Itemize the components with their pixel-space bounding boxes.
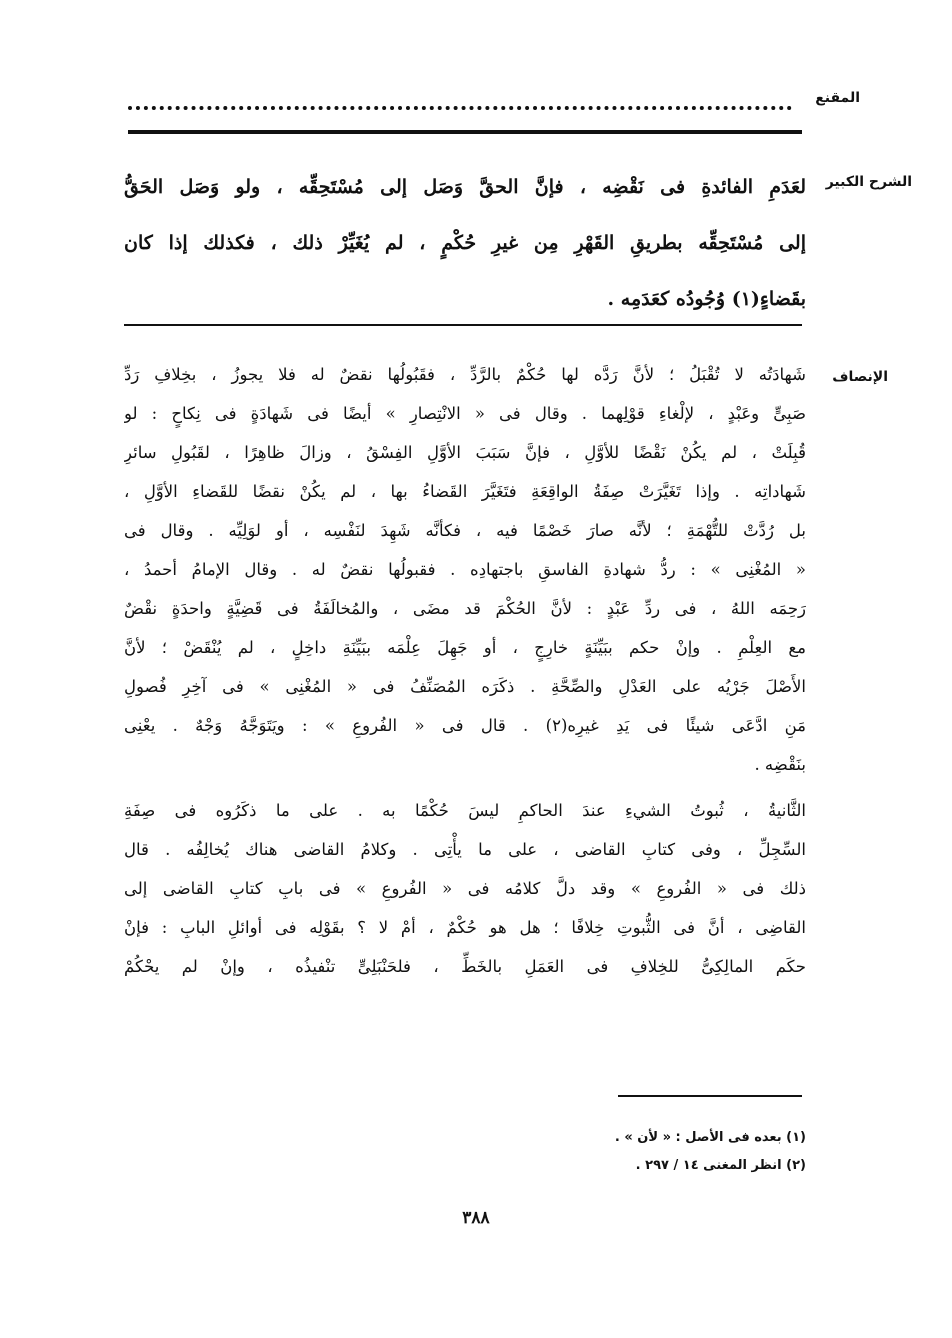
side-label-insaf: الإنصاف — [832, 369, 888, 385]
insaf-line: حكَم المالِكِىُّ للخِلافِ فى العَمَلِ بالخَطِّ ، فلحَنْبَلِىٍّ تنْفيذُه ، وإنْ لم يحْكُمْ — [124, 957, 806, 976]
page-number: ٣٨٨ — [462, 1208, 490, 1228]
insaf-line: رَحِمَه اللهُ ، فى ردِّ عَبْدٍ : لأنَّ الحُكْمَ قد مضَى ، والمُخالَفَةُ فى قَضِيَّةٍ واحدَةٍ نقْضٌ — [124, 599, 806, 618]
insaf-line: ذلك فى « الفُروعِ » وقد دلَّ كلامُه فى « الفُروعِ » فى بابِ كتابِ القاضى إلى — [124, 879, 806, 898]
insaf-line: القاضِى ، أنَّ فى الثُّبوتِ خِلافًا ؛ هل هو حُكْمٌ ، أمْ لا ؟ بقَوْلِه فى أوائلِ البابِ : فإنْ — [124, 918, 806, 937]
insaf-line: الثَّانيةُ ، ثُبوتُ الشيءِ عندَ الحاكمِ ليسَ حُكْمًا به . على ما ذكَرُوه فى صِفَةِ — [124, 801, 806, 820]
sharh-text-block — [124, 159, 806, 327]
header-rule — [128, 130, 802, 134]
insaf-paragraph-1 — [124, 355, 806, 784]
insaf-paragraph-2 — [124, 791, 806, 986]
footnote-rule — [618, 1095, 802, 1097]
section-divider — [124, 324, 802, 326]
insaf-line: مَنِ ادَّعَى شيئًا فى يَدِ غيرِه(٢) . قال فى « الفُروعِ » : ويَتَوَجَّهُ وَجْهٌ . يعْنِى — [124, 716, 806, 735]
insaf-line: قُبِلَتْ ، لم يكُنْ نَقْضًا للأوَّلِ ، فإنَّ سَبَبَ الأوَّلِ الفِسْقُ ، وزالَ ظاهِرًا ، لقَبُولِ سائرِ — [124, 443, 806, 462]
footnotes — [500, 1124, 806, 1180]
side-label-sharh: الشرح الكبير — [825, 174, 912, 190]
insaf-line: شَهاداتِه . وإذا تَغَيَّرَتْ صِفَةُ الواقِعَةِ فتَغَيَّرَ القَضاءُ بها ، لم يكُنْ نقضًا للقَضاءِ الأوَّلِ ، — [124, 482, 806, 501]
insaf-line: الأَصْلَ جَرْيُه على العَدْلِ والصِّحَّةِ . ذكَرَه المُصَنِّفُ فى « المُغْنِى » فى آخِرِ فُصولِ — [124, 677, 806, 696]
sharh-line: لعَدَمِ الفائدةِ فى نَقْضِه ، فإنَّ الحقَّ وَصَل إلى مُسْتَحِقِّه ، ولو وَصَل الحَقُّ — [124, 176, 806, 198]
footnote-1: (١) بعده فى الأصل : « لأن » . — [614, 1130, 806, 1145]
insaf-line: السِّجِلِّ ، وفى كتابِ القاضى ، على ما يأْتِى . وكلامُ القاضى هناك يُخالِفُه . قال — [124, 840, 806, 859]
insaf-line: صَبِىٍّ وعَبْدٍ ، لإلْغاءِ قوْلِهما . وقال فى « الانْتِصارِ » أيضًا فى شَهادَةٍ فى نِكاحٍ : لو — [124, 404, 806, 423]
dotted-leader — [128, 92, 792, 110]
insaf-line: بل رُدَّتْ للتُّهْمَةِ ؛ لأنَّه صارَ خَصْمًا فيه ، فكأنَّه شَهِدَ لنَفْسِه ، أو لوَلِيِّه . وقال فى — [124, 521, 806, 540]
insaf-text-block — [124, 355, 806, 986]
running-title: المقنع — [815, 90, 860, 106]
sharh-line: بقَضاءٍ(١) وُجُودُه كعَدَمِه . — [607, 288, 806, 310]
footnote-2: (٢) انظر المغنى ١٤ / ٢٩٧ . — [635, 1158, 806, 1173]
insaf-line: « المُغْنِى » : ردُّ شهادةِ الفاسقِ باجتهادِه . فقبولُها نقضٌ له . وقال الإمامُ أحمدُ ، — [124, 560, 806, 579]
sharh-line: إلى مُسْتَحِقِّه بطريقِ القَهْرِ مِن غيرِ حُكْمٍ ، لم يُغَيِّرْ ذلك ، فكذلك إذا كان — [124, 232, 806, 254]
insaf-line: بنَقْضِه . — [754, 755, 806, 774]
insaf-line: شَهادَتُه لا تُقْبَلُ ؛ لأنَّ رَدَّه لها حُكْمٌ بالرَّدِّ ، فقَبُولُها نقضٌ له فلا يجوزُ ، بخِلافِ رَدِّ — [124, 365, 806, 384]
insaf-line: مع العِلْمِ . وإنْ حكم ببَيِّنَةٍ خارِجٍ ، أو جَهِلَ عِلْمَه ببَيِّنَةِ داخِلٍ ، لم يُنْقَضْ ؛ لأنَّ — [124, 638, 806, 657]
